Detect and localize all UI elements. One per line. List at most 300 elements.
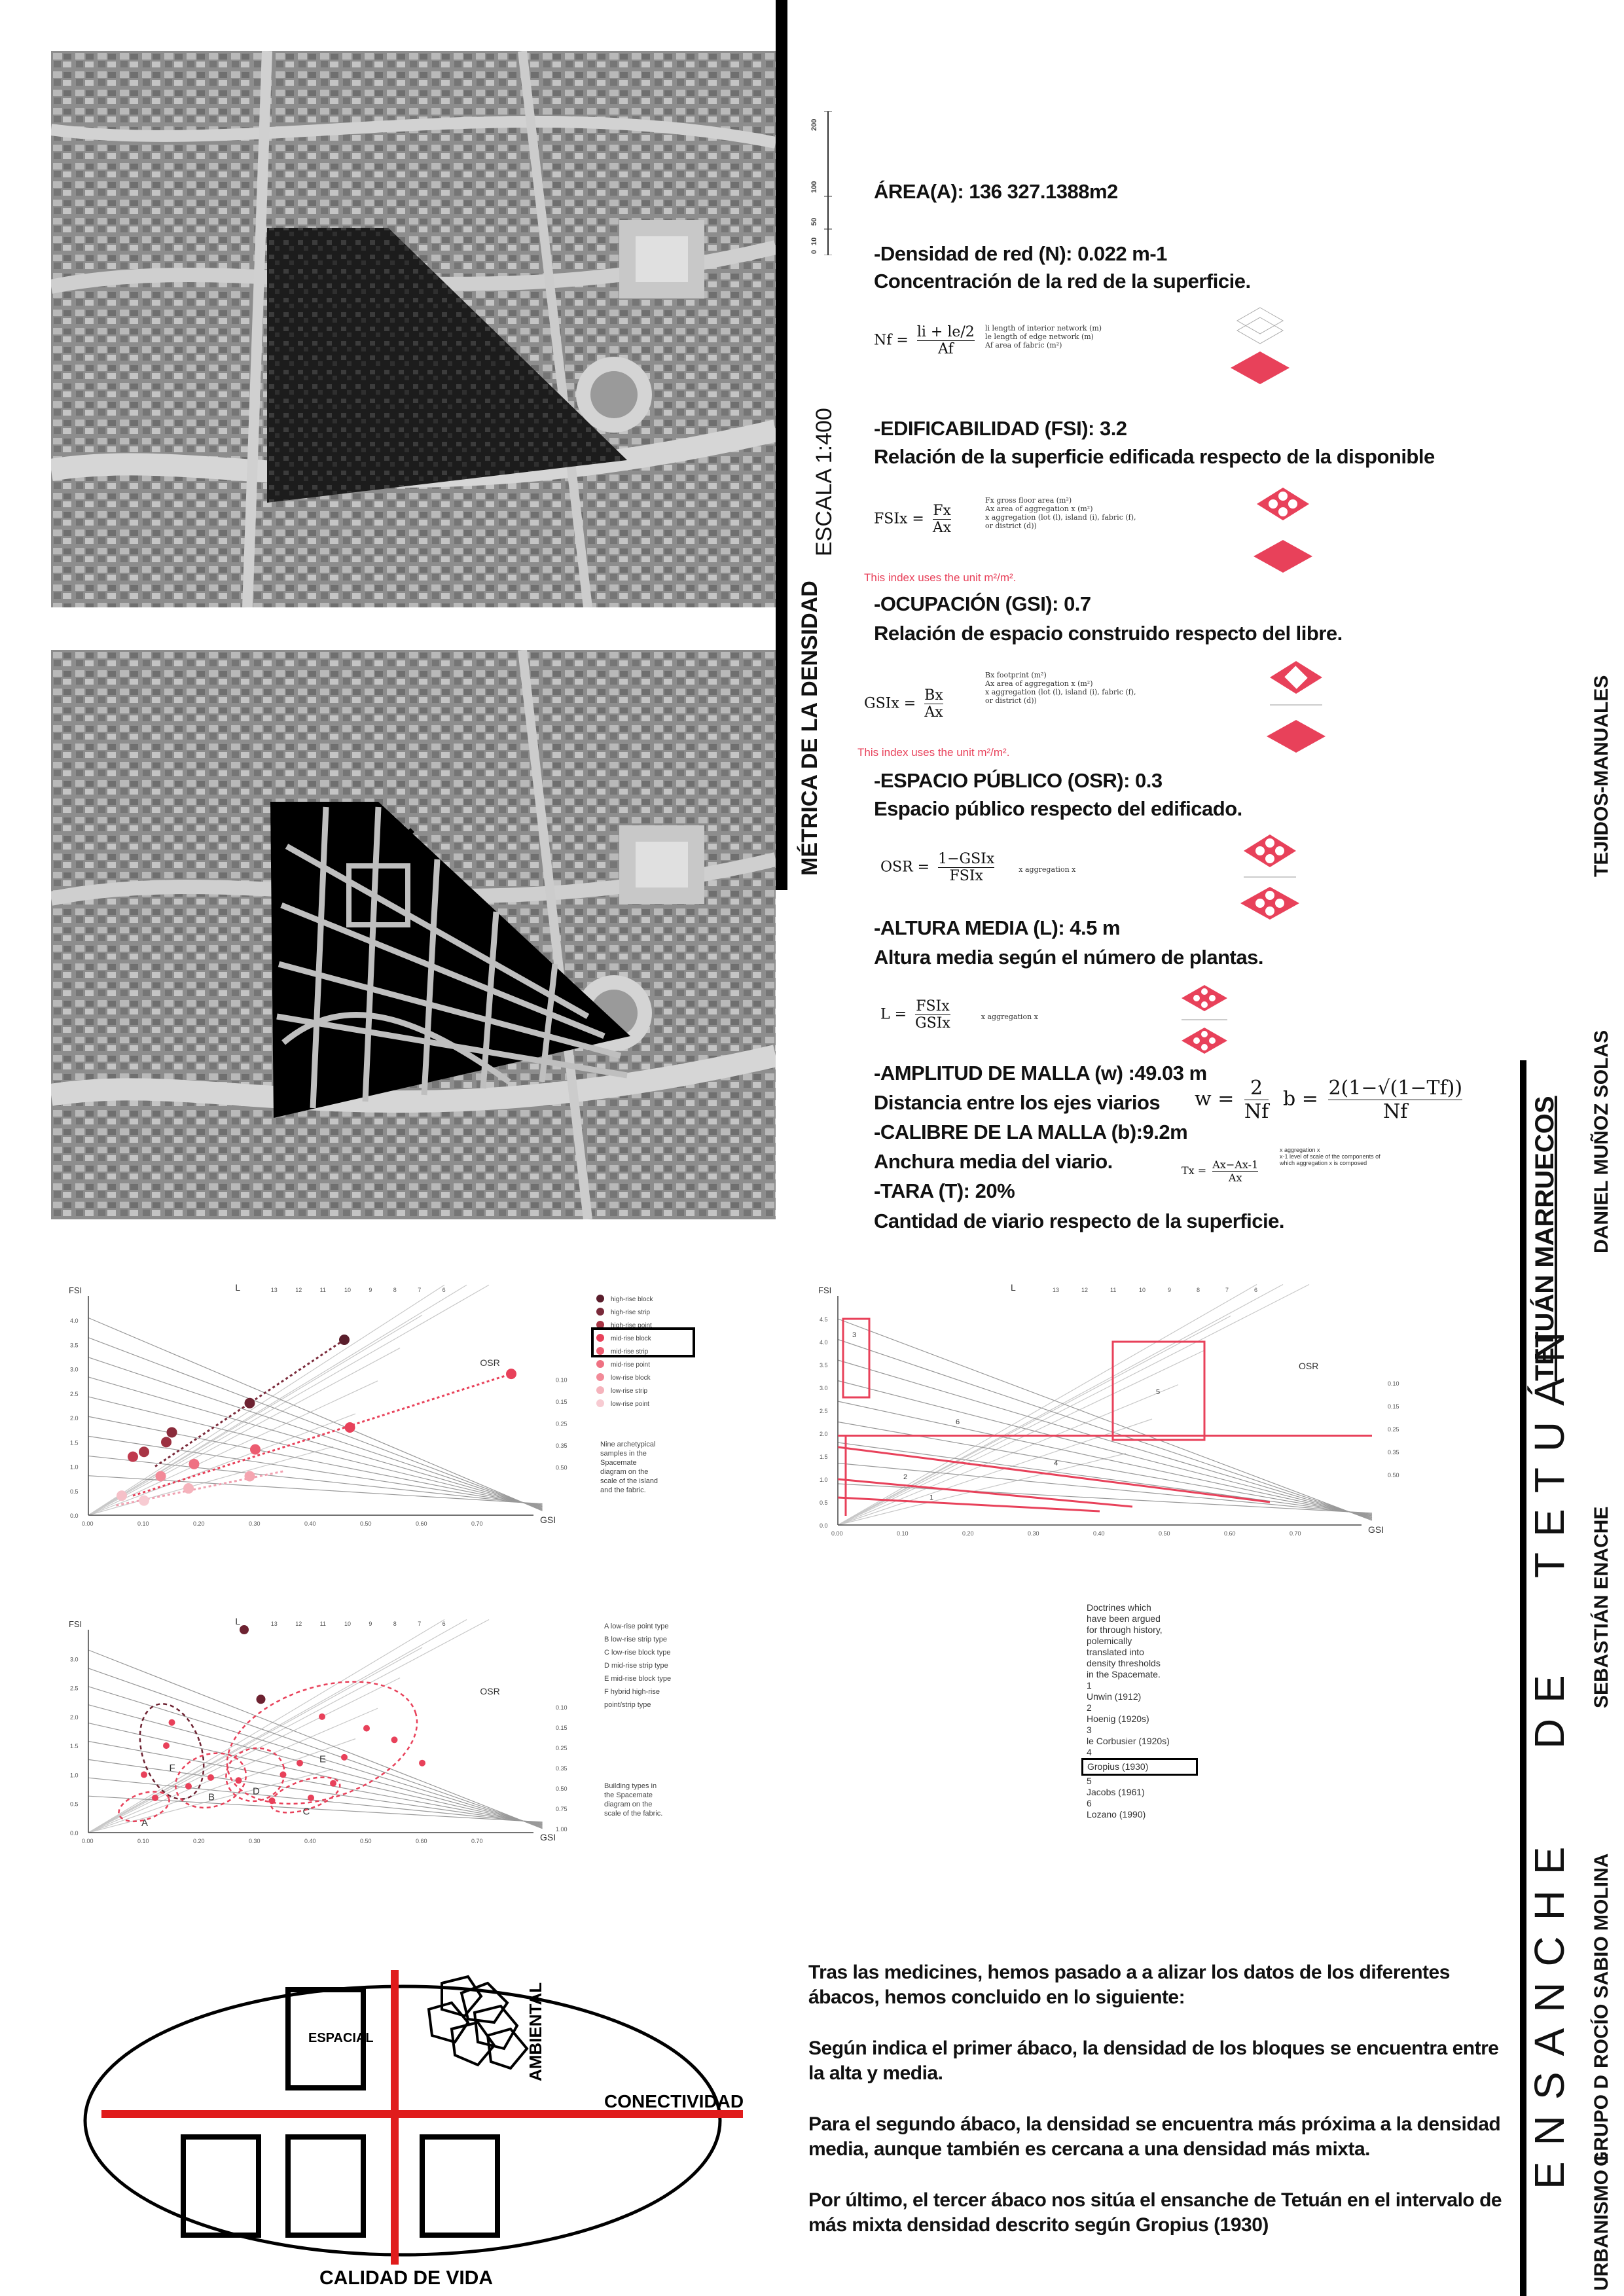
l-tick-1: 12 [1081, 1287, 1089, 1293]
formula-fsi-legend-1: Ax area of aggregation x (m²) [985, 505, 1093, 513]
formula-t-legend-1: x-1 level of scale of the components of [1280, 1153, 1380, 1160]
osr-tick-2: 0.25 [1388, 1426, 1399, 1433]
fsi-tick-4: 2.0 [820, 1431, 828, 1437]
l-tick-3: 10 [344, 1287, 352, 1293]
area-value: ÁREA(A): 136 327.1388m2 [874, 180, 1118, 203]
formula-gsi-legend-2: x aggregation (lot (l), island (i), fabric (f), [985, 688, 1136, 696]
metric-t-desc: Cantidad de viario respecto de la superficie. [874, 1210, 1284, 1232]
diagram-conectividad-label: CONECTIVIDAD [604, 2091, 744, 2111]
data-point-3 [363, 1725, 370, 1732]
formula-t [1182, 1147, 1417, 1184]
fsi-tick-5: 2.5 [70, 1390, 79, 1397]
doctrines-item-5: le Corbusier (1920s) [1087, 1736, 1170, 1746]
caption-line-3: scale of the fabric. [604, 1810, 663, 1818]
doctrines-caption-0: Doctrines which [1087, 1602, 1151, 1613]
data-point-9 [330, 1780, 336, 1787]
conclusion-3: Por último, el tercer ábaco nos sitúa el ensanche de Tetuán en el intervalo de más mixta densidad descrito según Gropius (1930) [808, 2189, 1502, 2236]
l-tick-1: 12 [295, 1287, 302, 1293]
doctrines-caption-1: have been argued [1087, 1613, 1161, 1624]
formula-fsi [874, 496, 1214, 568]
gsi-tick-6: 0.60 [1224, 1530, 1236, 1537]
formula-fsi-num: Fx [933, 503, 951, 519]
fsi-tick-8: 4.0 [70, 1318, 79, 1325]
l-line-6 [838, 1285, 1283, 1526]
l-tick-6: 7 [1225, 1287, 1229, 1293]
gsi-tick-3: 0.30 [249, 1838, 261, 1844]
data-point-4 [391, 1736, 398, 1743]
l-axis-label: L [235, 1283, 241, 1293]
osr-line-2 [838, 1360, 1372, 1518]
group-label: GRUPO D [1591, 2074, 1612, 2166]
fsi-tick-6: 3.0 [70, 1656, 79, 1663]
formula-gsi-legend-0: Bx footprint (m²) [985, 671, 1047, 679]
l-tick-3: 10 [344, 1621, 352, 1627]
doctrines-item-2: 2 [1087, 1702, 1092, 1713]
formula-gsi-legend-1: Ax area of aggregation x (m²) [985, 679, 1093, 688]
diagram-calidad-label: CALIDAD DE VIDA [319, 2267, 494, 2289]
cluster-label-1: B [208, 1791, 215, 1803]
l-tick-4: 9 [1168, 1287, 1172, 1293]
data-point-6 [506, 1369, 516, 1379]
doctrines-item-1: Unwin (1912) [1087, 1691, 1142, 1702]
caption-line-0: Nine archetypical [600, 1441, 656, 1448]
osr-tick-4: 0.50 [556, 1785, 568, 1792]
conclusions [808, 1960, 1502, 2264]
formula-l-lhs: L = [880, 1006, 907, 1023]
gsi-tick-6: 0.60 [416, 1838, 427, 1844]
osr-line-1 [88, 1668, 543, 1828]
formula-n-legend-1: le length of edge network (m) [985, 332, 1094, 341]
caption-line-4: scale of the island [600, 1477, 659, 1485]
metric-gsi-desc: Relación de espacio construido respecto del libre. [874, 622, 1343, 645]
l-line-7 [88, 1620, 489, 1833]
topic-label: TEJIDOS-MANUALES [1591, 675, 1612, 877]
osr-tick-0: 0.10 [1388, 1380, 1399, 1387]
fsi-tick-2: 1.0 [820, 1477, 828, 1483]
legend-label-6: low-rise block [611, 1374, 651, 1382]
fsi-tick-1: 0.5 [820, 1499, 828, 1506]
l-line-5 [838, 1285, 1257, 1526]
osr-tick-4: 0.50 [556, 1464, 568, 1471]
formula-fsi-legend-2: x aggregation (lot (l), island (i), fabric (f), [985, 513, 1136, 522]
fsi-tick-5: 2.5 [820, 1408, 828, 1414]
fsi-tick-0: 0.0 [70, 1513, 79, 1519]
doctrines-item-8: 5 [1087, 1776, 1092, 1786]
osr-axis-label: OSR [480, 1357, 500, 1369]
gsi-tick-0: 0.00 [82, 1520, 94, 1527]
l-line-6 [88, 1285, 467, 1515]
gsi-tick-0: 0.00 [82, 1838, 94, 1844]
scale-tick-10: 10 [810, 237, 818, 245]
l-tick-4: 9 [369, 1621, 372, 1627]
data-point-14 [236, 1777, 242, 1784]
formula-osr-legend-0: x aggregation x [1019, 865, 1076, 874]
formula-n [874, 324, 1201, 383]
data-point-1 [257, 1695, 266, 1704]
legend-label-4: mid-rise strip [611, 1348, 649, 1355]
side-title: MÉTRICA DE LA DENSIDAD [797, 581, 822, 876]
fsi-tick-3: 1.5 [70, 1743, 79, 1750]
gsi-tick-4: 0.40 [1093, 1530, 1105, 1537]
legend-dot-5 [596, 1360, 604, 1368]
legend-dot-0 [596, 1295, 604, 1302]
fsi-tick-2: 1.0 [70, 1772, 79, 1779]
l-tick-6: 7 [418, 1287, 422, 1293]
osr-diamond-icon [1234, 831, 1306, 929]
legend-label-8: low-rise point [611, 1401, 649, 1408]
doctrine-2-label: 2 [903, 1473, 908, 1481]
legend-label-7: low-rise strip [611, 1388, 648, 1395]
formula-osr-lhs: OSR = [880, 859, 930, 876]
metric-osr-title: -ESPACIO PÚBLICO (OSR): 0.3 [874, 769, 1163, 792]
gsi-tick-7: 0.70 [1290, 1530, 1301, 1537]
osr-tick-1: 0.15 [556, 1724, 568, 1731]
data-point-10 [156, 1471, 166, 1481]
legend-dot-3 [596, 1334, 604, 1342]
data-point-16 [308, 1795, 314, 1801]
l-axis-label: L [235, 1616, 241, 1626]
data-point-8 [280, 1771, 287, 1778]
fsi-tick-0: 0.0 [820, 1522, 828, 1529]
formula-t-lhs: Tx = [1182, 1164, 1207, 1177]
gsi-tick-7: 0.70 [471, 1520, 483, 1527]
metric-gsi-title: -OCUPACIÓN (GSI): 0.7 [874, 592, 1091, 615]
gsi-tick-7: 0.70 [471, 1838, 483, 1844]
metric-b-title: -CALIBRE DE LA MALLA (b):9.2m [874, 1121, 1188, 1143]
data-point-8 [250, 1444, 261, 1455]
scale-tick-200: 200 [810, 118, 818, 131]
cluster-label-2: D [253, 1785, 260, 1797]
legend-dot-7 [596, 1386, 604, 1394]
osr-tick-0: 0.10 [556, 1376, 568, 1384]
fsi-tick-3: 1.5 [820, 1454, 828, 1460]
l-tick-6: 7 [418, 1621, 422, 1627]
gsi-diamond-icon [1260, 658, 1332, 762]
fsi-tick-1: 0.5 [70, 1801, 79, 1808]
data-point-12 [183, 1483, 194, 1494]
l-line-0 [838, 1454, 1126, 1525]
l-axis-label: L [1011, 1283, 1016, 1293]
author-2: DANIEL MUÑOZ SOLAS [1591, 1030, 1612, 1253]
spacemate-chart-doctrines [812, 1283, 1427, 1558]
osr-tick-3: 0.35 [556, 1765, 568, 1772]
osr-line-7 [88, 1456, 543, 1505]
gsi-tick-2: 0.20 [193, 1838, 205, 1844]
aerial-map-bottom [51, 650, 776, 1219]
metric-l-desc: Altura media según el número de plantas. [874, 946, 1263, 969]
l-tick-2: 11 [1110, 1287, 1117, 1293]
data-point-12 [185, 1783, 192, 1789]
data-point-1 [245, 1398, 255, 1408]
data-point-3 [161, 1437, 171, 1447]
doctrine-1-label: 1 [929, 1494, 934, 1502]
data-point-0 [339, 1335, 350, 1345]
subtitle-city: TETUÁN MARRUECOS [1530, 1096, 1559, 1381]
aerial-map-top [51, 51, 776, 607]
formula-w-den: Nf [1244, 1100, 1269, 1123]
formula-n-den: Af [937, 341, 954, 357]
legend-label-0: A low-rise point type [604, 1623, 669, 1630]
l-tick-5: 8 [393, 1287, 397, 1293]
cluster-label-0: F [169, 1763, 175, 1774]
caption-line-1: samples in the [600, 1450, 647, 1458]
fsi-axis-label: FSI [818, 1285, 832, 1295]
scale-tick-100: 100 [810, 181, 818, 193]
doctrines-item-11: Lozano (1990) [1087, 1809, 1146, 1820]
gsi-tick-5: 0.50 [360, 1520, 372, 1527]
legend-dot-6 [596, 1373, 604, 1381]
l-tick-0: 13 [1053, 1287, 1060, 1293]
formula-t-legend-2: which aggregation x is composed [1280, 1160, 1367, 1166]
osr-axis-label: OSR [480, 1686, 500, 1697]
l-line-6 [88, 1620, 467, 1833]
l-tick-5: 8 [393, 1621, 397, 1627]
formula-l-num: FSIx [916, 998, 950, 1014]
osr-line-7 [838, 1463, 1372, 1515]
doctrines-item-4: 3 [1087, 1725, 1092, 1735]
formula-t-den: Ax [1228, 1172, 1242, 1184]
formula-gsi-den: Ax [924, 704, 943, 721]
formula-b-lhs: b = [1283, 1087, 1318, 1111]
legend-label-1: B low-rise strip type [604, 1636, 667, 1643]
doctrine-5-label: 5 [1156, 1388, 1161, 1396]
osr-tick-1: 0.15 [556, 1398, 568, 1405]
doctrines-caption-3: polemically [1087, 1636, 1132, 1646]
scale-tick-50: 50 [810, 217, 818, 226]
legend-dot-4 [596, 1347, 604, 1355]
doctrines-caption-5: density thresholds [1087, 1658, 1161, 1668]
metric-w-desc: Distancia entre los ejes viarios [874, 1091, 1161, 1114]
l-tick-7: 6 [442, 1287, 446, 1293]
svg-text:✖: ✖ [395, 823, 417, 853]
osr-line-8 [838, 1484, 1372, 1513]
fsi-tick-6: 3.0 [820, 1385, 828, 1391]
gsi-tick-4: 0.40 [304, 1520, 316, 1527]
metric-t-title: -TARA (T): 20% [874, 1179, 1015, 1202]
l-line-7 [838, 1285, 1309, 1526]
gsi-tick-4: 0.40 [304, 1838, 316, 1844]
formula-osr [880, 851, 1155, 903]
diagram-espacial-label: ESPACIAL [308, 2031, 374, 2045]
metric-n-desc: Concentración de la red de la superficie. [874, 270, 1251, 293]
conclusion-2: Para el segundo ábaco, la densidad se encuentra más próxima a la densidad media, aunque también es cercana a una densidad más mixta. [808, 2113, 1501, 2160]
l-tick-1: 12 [295, 1621, 302, 1627]
osr-line-4 [88, 1397, 543, 1507]
conclusion-1: Según indica el primer ábaco, la densidad de los bloques se encuentra entre la alta y media. [808, 2037, 1499, 2084]
formula-gsi-num: Bx [924, 687, 943, 704]
formula-fsi-legend-3: or district (d)) [985, 522, 1037, 530]
course-label: URBANISMO 1 [1591, 2153, 1612, 2291]
fsi-tick-9: 4.5 [820, 1316, 828, 1323]
fsi-diamond-icon [1247, 484, 1319, 583]
formula-l [880, 998, 1155, 1050]
formula-b-den: Nf [1383, 1100, 1408, 1123]
legend-dot-1 [596, 1308, 604, 1316]
osr-tick-3: 0.35 [1388, 1449, 1399, 1456]
author-1: SEBASTIÁN ENACHE [1591, 1506, 1612, 1708]
data-point-17 [269, 1797, 276, 1804]
osr-line-5 [88, 1416, 543, 1506]
fsi-tick-7: 3.5 [70, 1342, 79, 1349]
conclusion-0: Tras las medicines, hemos pasado a a alizar los datos de los diferentes ábacos, hemos concluido en lo siguiente: [808, 1962, 1450, 2008]
formula-fsi-legend-0: Fx gross floor area (m²) [985, 496, 1072, 505]
caption-line-2: Spacemate [600, 1459, 637, 1467]
quality-of-life-diagram [75, 1950, 756, 2291]
osr-tick-4: 0.50 [1388, 1472, 1399, 1479]
doctrines-caption-6: in the Spacemate. [1087, 1669, 1161, 1679]
l-line-5 [88, 1285, 444, 1515]
gsi-axis-label: GSI [1368, 1524, 1384, 1535]
legend-label-5: mid-rise point [611, 1361, 651, 1369]
caption-line-3: diagram on the [600, 1468, 649, 1476]
formula-fsi-note: This index uses the unit m²/m². [864, 571, 1017, 584]
gsi-tick-2: 0.20 [962, 1530, 974, 1537]
data-point-0 [240, 1625, 249, 1634]
doctrines-item-0: 1 [1087, 1680, 1092, 1691]
data-point-7 [345, 1422, 355, 1433]
caption-line-0: Building types in [604, 1782, 657, 1790]
l-tick-5: 8 [1197, 1287, 1200, 1293]
fsi-axis-label: FSI [69, 1619, 82, 1629]
osr-line-4 [88, 1723, 543, 1825]
formula-fsi-lhs: FSIx = [874, 511, 924, 528]
doctrines-caption-2: for through history, [1087, 1624, 1163, 1635]
metric-b-desc: Anchura media del viario. [874, 1150, 1113, 1173]
caption-line-2: diagram on the [604, 1801, 653, 1808]
doctrine-6-label: 6 [956, 1418, 960, 1426]
cluster-label-4: C [302, 1806, 310, 1818]
scale-label: ESCALA 1:400 [812, 408, 837, 556]
osr-line-3 [838, 1381, 1372, 1518]
l-tick-7: 6 [1254, 1287, 1258, 1293]
formula-n-num: li + le/2 [916, 324, 975, 340]
doctrines-caption-4: translated into [1087, 1647, 1144, 1657]
l-tick-0: 13 [270, 1621, 278, 1627]
formula-w-lhs: w = [1195, 1087, 1235, 1111]
osr-tick-6: 1.00 [556, 1825, 568, 1833]
data-point-2 [319, 1713, 325, 1720]
legend-label-3: mid-rise block [611, 1335, 651, 1342]
gsi-tick-0: 0.00 [831, 1530, 843, 1537]
osr-tick-2: 0.25 [556, 1744, 568, 1751]
data-point-10 [169, 1719, 175, 1726]
fsi-tick-4: 2.0 [70, 1713, 79, 1721]
formula-n-legend-0: li length of interior network (m) [985, 324, 1102, 332]
diagram-ambiental-label: AMBIENTAL [526, 1982, 545, 2081]
metric-fsi-desc: Relación de la superficie edificada respecto de la disponible [874, 445, 1435, 468]
data-point-18 [141, 1771, 147, 1778]
l-tick-2: 11 [319, 1621, 326, 1627]
fsi-axis-label: FSI [69, 1285, 82, 1295]
legend-dot-8 [596, 1399, 604, 1407]
main-title: ENSANCHE DE TETUÁN [1526, 1316, 1573, 2189]
metric-osr-desc: Espacio público respecto del edificado. [874, 797, 1242, 820]
legend-label-3: D mid-rise strip type [604, 1662, 668, 1670]
fsi-tick-7: 3.5 [820, 1362, 828, 1369]
l-tick-2: 11 [319, 1287, 326, 1293]
caption-line-1: the Spacemate [604, 1791, 653, 1799]
formula-gsi-note: This index uses the unit m²/m². [857, 746, 1010, 759]
doctrines-item-3: Hoenig (1920s) [1087, 1713, 1149, 1724]
osr-line-0 [838, 1319, 1372, 1520]
osr-line-1 [838, 1340, 1372, 1520]
osr-tick-0: 0.10 [556, 1704, 568, 1711]
formula-gsi [864, 671, 1218, 753]
legend-label-2: high-rise point [611, 1322, 652, 1329]
formula-t-legend-0: x aggregation x [1280, 1147, 1320, 1153]
osr-tick-5: 0.75 [556, 1805, 568, 1812]
gsi-tick-5: 0.50 [360, 1838, 372, 1844]
osr-line-3 [88, 1377, 543, 1508]
spacemate-chart-archetypes [62, 1283, 717, 1558]
data-point-11 [163, 1742, 170, 1749]
formula-l-legend-0: x aggregation x [981, 1012, 1038, 1021]
osr-line-2 [88, 1357, 543, 1509]
osr-line-1 [88, 1338, 543, 1510]
l-tick-3: 10 [1139, 1287, 1146, 1293]
gsi-axis-label: GSI [540, 1515, 556, 1525]
gsi-tick-1: 0.10 [897, 1530, 909, 1537]
data-point-6 [341, 1754, 348, 1761]
gsi-tick-5: 0.50 [1159, 1530, 1170, 1537]
data-point-9 [189, 1459, 200, 1469]
l-line-4 [838, 1316, 1231, 1525]
osr-tick-3: 0.35 [556, 1442, 568, 1449]
osr-line-3 [88, 1705, 543, 1826]
data-point-15 [152, 1795, 158, 1801]
author-0: ROCÍO SABIO MOLINA [1591, 1853, 1612, 2068]
doctrines-item-6: 4 [1087, 1747, 1092, 1757]
gsi-tick-2: 0.20 [193, 1520, 205, 1527]
legend-label-6: point/strip type [604, 1701, 651, 1709]
formula-osr-den: FSIx [949, 868, 983, 884]
osr-line-0 [88, 1318, 543, 1511]
l-diamond-icon [1175, 982, 1234, 1067]
scale-tick-0: 0 [810, 249, 818, 254]
legend-label-2: C low-rise block type [604, 1649, 671, 1657]
legend-label-1: high-rise strip [611, 1309, 651, 1316]
l-tick-0: 13 [270, 1287, 278, 1293]
n-diamond-icon [1224, 304, 1296, 389]
data-point-13 [117, 1490, 127, 1501]
data-point-5 [419, 1760, 425, 1767]
fsi-tick-8: 4.0 [820, 1339, 828, 1346]
doctrines-item-10: 6 [1087, 1798, 1092, 1808]
metric-l-title: -ALTURA MEDIA (L): 4.5 m [874, 916, 1121, 939]
formula-gsi-lhs: GSIx = [864, 695, 916, 712]
data-point-11 [245, 1471, 255, 1481]
data-point-2 [167, 1427, 177, 1437]
gsi-tick-3: 0.30 [249, 1520, 261, 1527]
series-mid-rise-line [133, 1374, 511, 1496]
l-tick-4: 9 [369, 1287, 372, 1293]
gsi-tick-6: 0.60 [416, 1520, 427, 1527]
formula-l-den: GSIx [915, 1015, 950, 1031]
cluster-label-3: E [319, 1753, 327, 1765]
osr-axis-label: OSR [1299, 1361, 1319, 1371]
doctrines-caption [1087, 1602, 1250, 1820]
metric-fsi-title: -EDIFICABILIDAD (FSI): 3.2 [874, 417, 1127, 440]
formula-w-num: 2 [1244, 1077, 1269, 1100]
formula-gsi-legend-3: or district (d)) [985, 696, 1037, 705]
metric-n-title: -Densidad de red (N): 0.022 m-1 [874, 242, 1167, 265]
legend-label-5: F hybrid high-rise [604, 1688, 660, 1696]
osr-line-5 [88, 1742, 543, 1825]
metric-w-title: -AMPLITUD DE MALLA (w) :49.03 m [874, 1062, 1207, 1085]
fsi-tick-6: 3.0 [70, 1366, 79, 1373]
gsi-tick-3: 0.30 [1028, 1530, 1039, 1537]
osr-tick-1: 0.15 [1388, 1403, 1399, 1410]
